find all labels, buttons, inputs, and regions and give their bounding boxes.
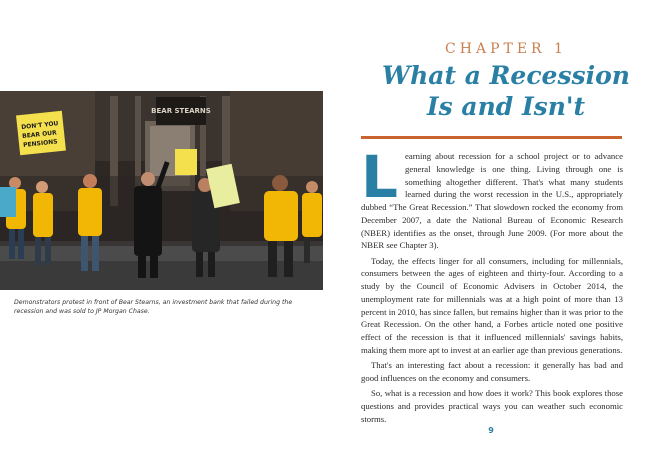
title-divider (361, 136, 622, 139)
svg-text:DON'T YOU: DON'T YOU (20, 120, 59, 132)
svg-text:PENSIONS: PENSIONS (22, 138, 58, 149)
chapter-title-line2: Is and Isn't (426, 92, 586, 121)
drop-cap: L (361, 143, 398, 211)
page-number: 9 (488, 426, 494, 435)
protest-sign-center (175, 149, 197, 175)
paragraph-1-text: earning about recession for a school project or to advance general knowledge is one thing. Living through one is something altogether different. That's what many students learned during the worst recession in the U.S., appropriately dubbed “The Great Recession.” That slowdown rocked the economy from December 2007, a date the National Bureau of Economic Research (NBER) identifies as the onset, through June 2009. (For more about the NBER see Chapter 3). (361, 151, 623, 251)
chapter-title (356, 60, 650, 122)
chapter-title-line1: What a Recession (382, 61, 630, 90)
paragraph-3: That's an interesting fact about a recession: it generally has bad and good influences on the economy and consumers. (361, 360, 623, 383)
protest-sign-left (16, 111, 66, 156)
paragraph-4: So, what is a recession and how does it work? This book explores those questions and provides practical ways you can weather such economic storms. (361, 388, 623, 424)
protest-photo (0, 91, 323, 290)
svg-text:BEAR OUR: BEAR OUR (21, 129, 58, 140)
photo-caption: Demonstrators protest in front of Bear Stearns, an investment bank that failed during the recession and was sold to JP Morgan Chase. (14, 299, 293, 315)
paragraph-1 (361, 143, 623, 252)
chapter-body (361, 143, 623, 428)
paragraph-2: Today, the effects linger for all consumers, including for millennials, consumers between the ages of eighteen and thirty-four. According to a study by the Council of Economic Advisers in October 2014, the unemployment rate for millennials was at a high point of more than 13 percent in 2010, has since fallen, but remains higher than it was prior to the Great Recession. On the other hand, a Forbes article noted one positive effect of the recession is that it influenced millennials' savings habits, making them more apt to invest at an earlier age than previous generations. (361, 255, 623, 355)
building-sign-text: BEAR STEARNS (151, 107, 211, 115)
protest-sign-blue (0, 187, 16, 217)
chapter-label: CHAPTER 1 (445, 41, 567, 57)
